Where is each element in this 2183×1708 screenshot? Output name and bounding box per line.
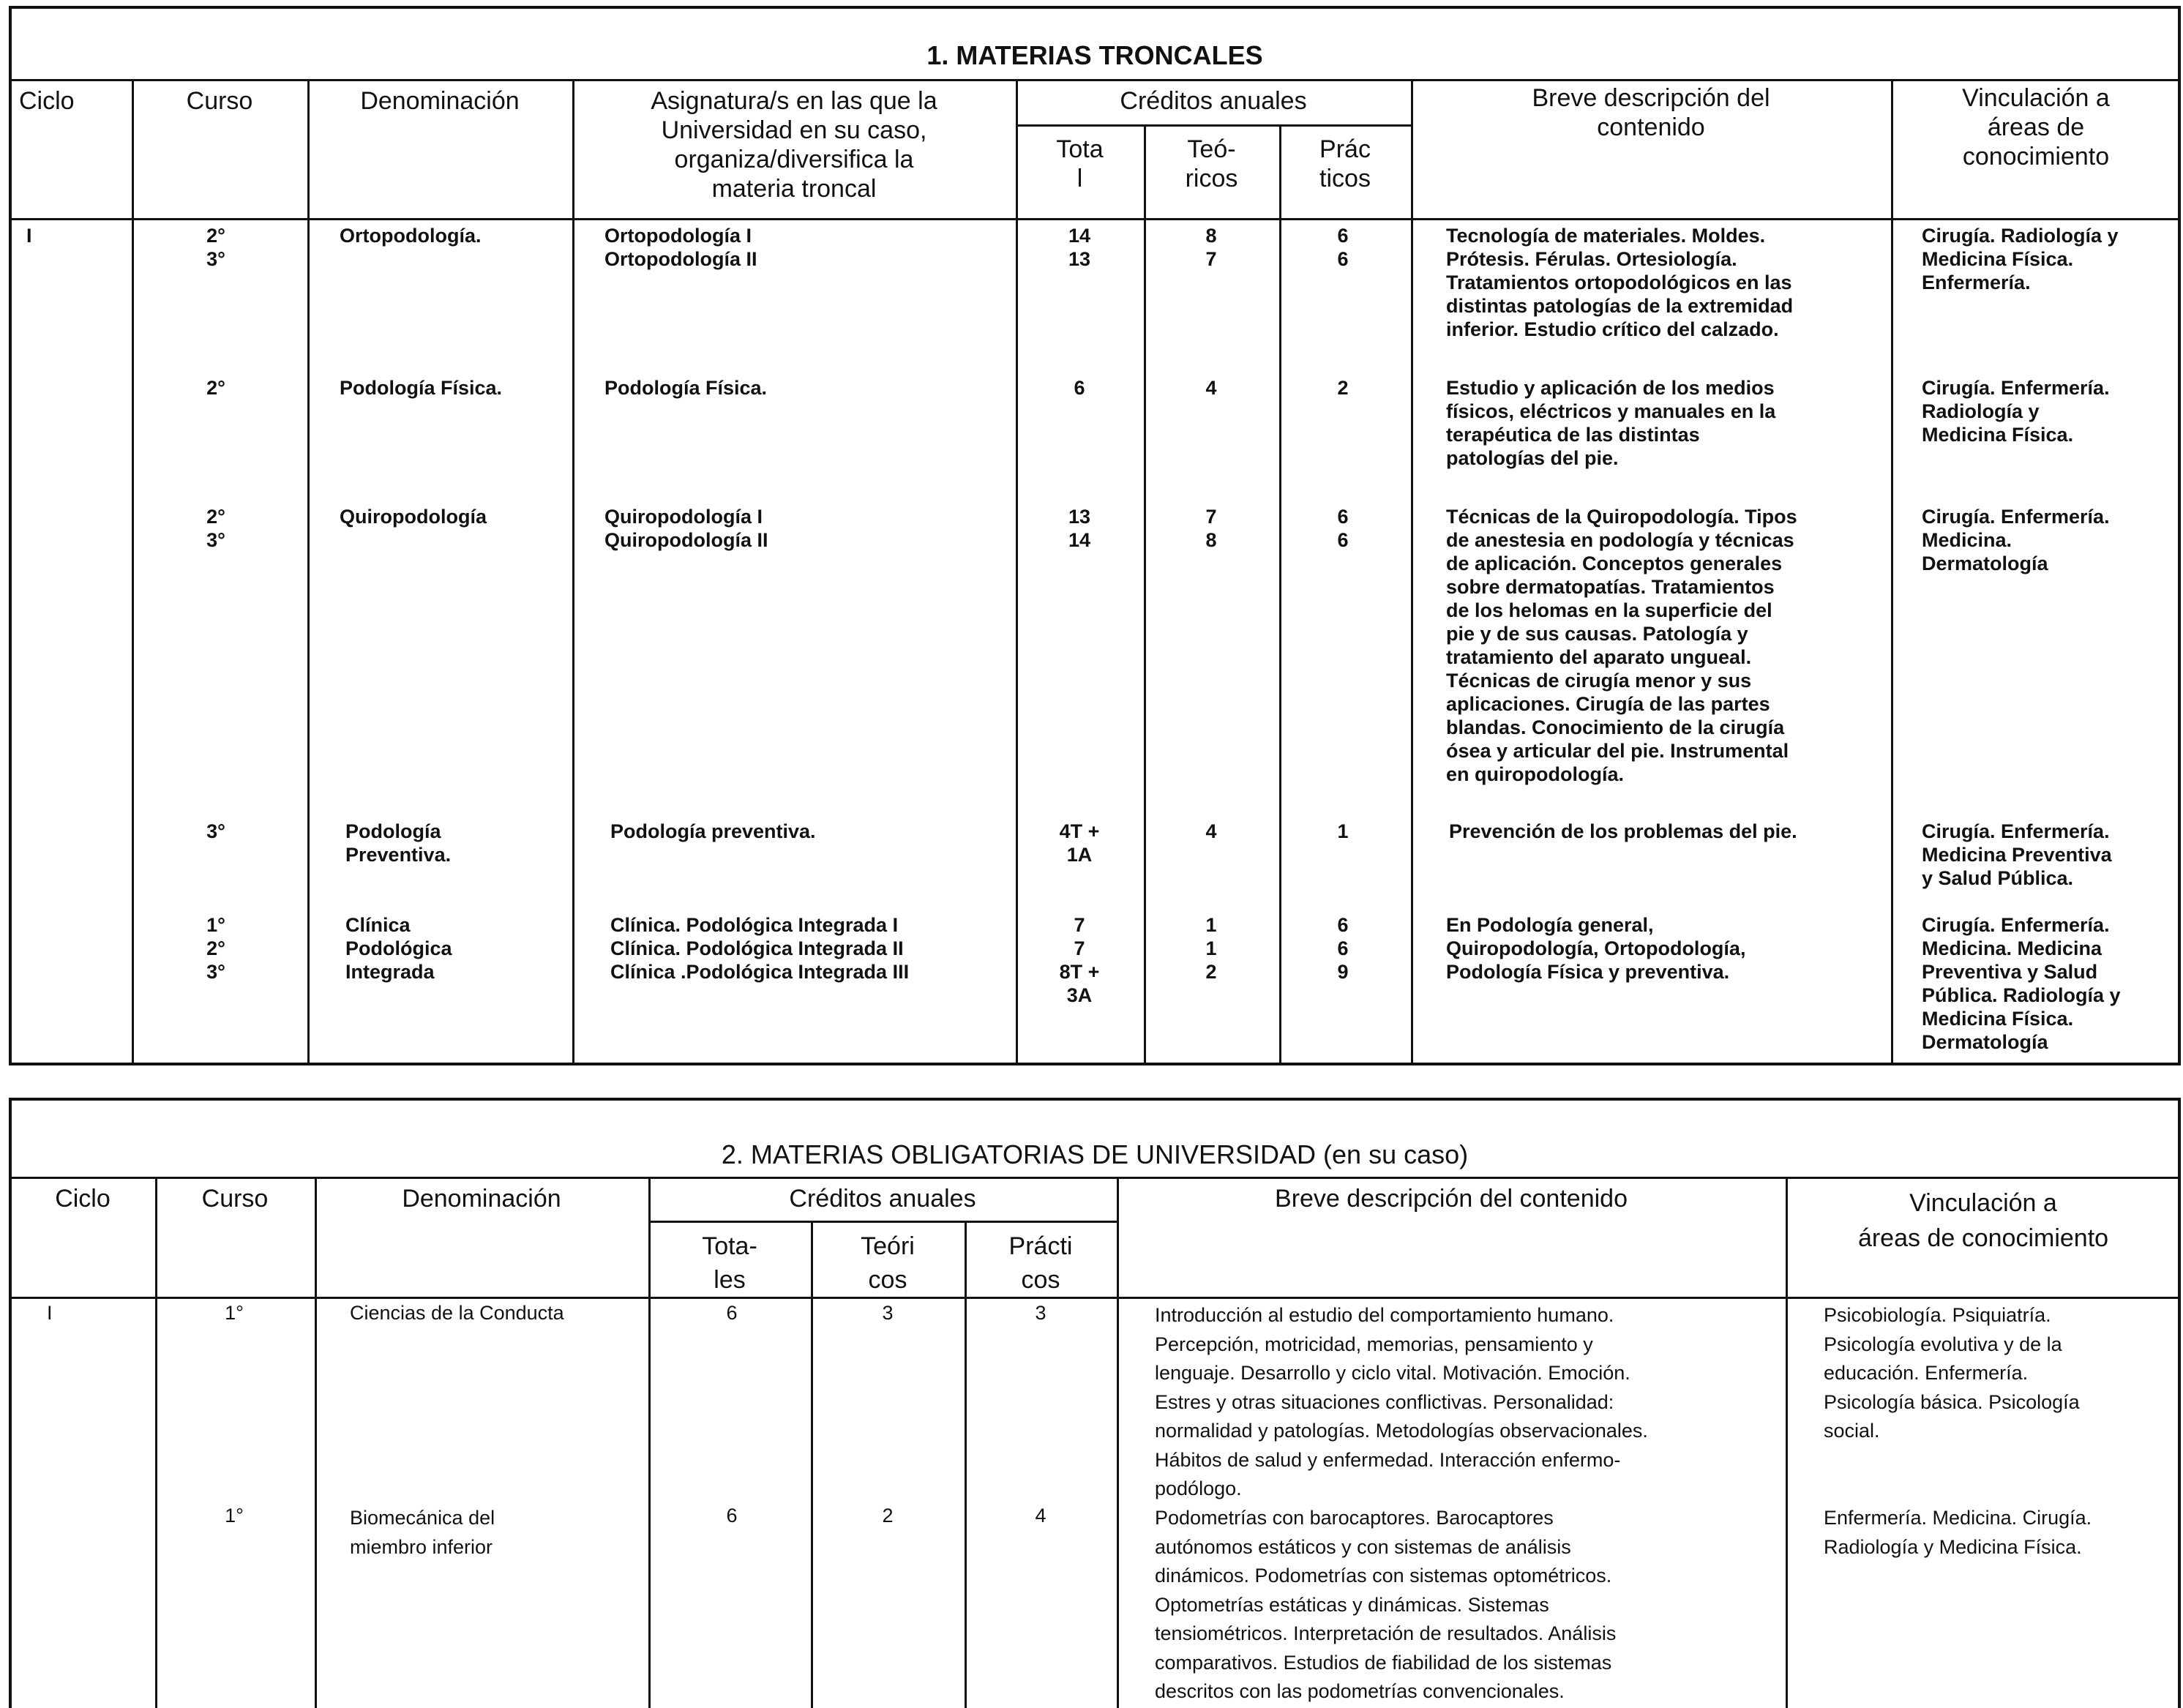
teoricos-cell: 1 1 2 — [1205, 914, 1217, 983]
header-ciclo: Ciclo — [55, 1185, 111, 1213]
asignaturas-cell: Clínica. Podológica Integrada I Clínica. Podológica Integrada II Clínica .Podológica Integrada III — [610, 914, 910, 983]
table-1-col-rule — [1891, 79, 1893, 1065]
header-creditos-anuales: Créditos anuales — [789, 1185, 976, 1213]
practicos-cell: 4 — [1035, 1505, 1046, 1527]
table-1-title: 1. MATERIAS TRONCALES — [926, 40, 1263, 70]
teoricos-cell: 3 — [882, 1302, 894, 1324]
header-descripcion: Breve descripción del contenido — [1532, 84, 1770, 141]
ciclo-value: I — [26, 225, 32, 247]
table-2-col-rule — [1117, 1177, 1119, 1708]
denominacion-cell: Podología Preventiva. — [345, 820, 452, 866]
header-denominacion: Denominación — [360, 87, 520, 115]
descripcion-cell: Introducción al estudio del comportamiento humano. Percepción, motricidad, memorias, pensamiento y lenguaje. Desarrollo y ciclo vital. Motivación. Emoción. Estres y otras situaciones conflictivas. Personalidad: normalidad y patologías. Metodologías observacionales. Hábitos de salud y enfermedad. Interacción enfermo- podólogo. — [1155, 1304, 1648, 1499]
header-ciclo: Ciclo — [19, 87, 75, 115]
teoricos-cell: 8 7 — [1205, 225, 1217, 270]
table-1-col-rule — [132, 79, 134, 1065]
table-1-col-rule — [307, 79, 310, 1065]
total-cell: 6 — [1074, 377, 1085, 399]
table-2-col-rule — [155, 1177, 157, 1708]
table-1-col-rule — [1279, 124, 1281, 1065]
denominacion-cell: Ortopodología. — [340, 225, 482, 247]
asignaturas-cell: Podología Física. — [604, 377, 768, 399]
denominacion-cell: Quiropodología — [340, 506, 487, 528]
curso-cell: 2° — [206, 377, 225, 399]
descripcion-cell: Estudio y aplicación de los medios físicos, eléctricos y manuales en la terapéutica de las distintas patologías del pie. — [1446, 377, 1776, 469]
table-2-credits-rule — [648, 1221, 1117, 1223]
teoricos-cell: 7 8 — [1205, 506, 1217, 551]
teoricos-cell: 2 — [882, 1505, 894, 1527]
totales-cell: 6 — [726, 1505, 738, 1527]
header-vinculacion: Vinculación a áreas de conocimiento — [1962, 84, 2110, 171]
practicos-cell: 6 6 — [1337, 225, 1349, 270]
curso-cell: 2° 3° — [206, 225, 225, 270]
asignaturas-cell: Ortopodología I Ortopodología II — [604, 225, 757, 270]
header-teoricos: Teóri cos — [861, 1232, 915, 1294]
table-2-col-rule — [1786, 1177, 1788, 1708]
curso-cell: 1° — [225, 1302, 244, 1324]
header-asignaturas: Asignatura/s en las que la Universidad en su caso, organiza/diversifica la materia troncal — [651, 87, 937, 203]
header-curso: Curso — [186, 87, 253, 115]
table-2-title-rule — [9, 1177, 2181, 1179]
descripcion-cell: Podometrías con barocaptores. Barocaptores autónomos estáticos y con sistemas de análisis dinámicos. Podometrías con sistemas optométricos. Optometrías estáticas y dinámicas. Sistemas tensiométricos. Interpretación de resultados. Análisis comparativos. Estudios de fiabilidad de los sistemas descritos con las podometrías convencionales. — [1155, 1507, 1617, 1702]
asignaturas-cell: Quiropodología I Quiropodología II — [604, 506, 768, 551]
descripcion-cell: En Podología general, Quiropodología, Ortopodología, Podología Física y preventiva. — [1446, 914, 1746, 983]
header-denominacion: Denominación — [402, 1185, 561, 1213]
header-curso: Curso — [201, 1185, 269, 1213]
header-descripcion: Breve descripción del contenido — [1275, 1185, 1628, 1213]
practicos-cell: 2 — [1337, 377, 1349, 399]
denominacion-cell: Ciencias de la Conducta — [350, 1302, 564, 1324]
vinculacion-cell: Cirugía. Enfermería. Medicina Preventiva y Salud Pública. — [1922, 820, 2112, 889]
practicos-cell: 6 6 9 — [1337, 914, 1349, 983]
table-1-title-rule — [9, 79, 2181, 81]
descripcion-cell: Técnicas de la Quiropodología. Tipos de anestesia en podología y técnicas de aplicación. Conceptos generales sobre dermatopatías. Tratamientos de los helomas en la superficie del pie y de sus causas. Patología y tratamiento del aparato ungueal. Técnicas de cirugía menor y sus aplicaciones. Cirugía de las partes blandas. Conocimiento de la cirugía ósea y articular del pie. Instrumental en quiropodología. — [1446, 506, 1797, 785]
total-cell: 7 7 8T + 3A — [1059, 914, 1100, 1006]
denominacion-cell: Clínica Podológica Integrada — [345, 914, 452, 983]
denominacion-cell: Biomecánica del miembro inferior — [350, 1507, 495, 1558]
table-1-header-rule — [9, 218, 2181, 220]
teoricos-cell: 4 — [1205, 820, 1217, 842]
curso-cell: 3° — [206, 820, 225, 842]
total-cell: 13 14 — [1068, 506, 1091, 551]
header-practicos: Prácti cos — [1008, 1232, 1073, 1294]
asignaturas-cell: Podología preventiva. — [610, 820, 816, 842]
curso-cell: 2° 3° — [206, 506, 225, 551]
table-2-col-rule — [315, 1177, 317, 1708]
table-2-header-rule — [9, 1297, 2181, 1299]
table-1-col-rule — [1411, 79, 1413, 1065]
curso-cell: 1° 2° 3° — [206, 914, 225, 983]
header-total: Tota l — [1056, 135, 1104, 192]
vinculacion-cell: Cirugía. Radiología y Medicina Física. Enfermería. — [1922, 225, 2119, 293]
table-1-col-rule — [1144, 124, 1146, 1065]
practicos-cell: 1 — [1337, 820, 1349, 842]
header-practicos: Prác ticos — [1319, 135, 1371, 192]
vinculacion-cell: Psicobiología. Psiquiatría. Psicología evolutiva y de la educación. Enfermería. Psicología básica. Psicología social. — [1824, 1304, 2080, 1442]
header-totales: Tota- les — [702, 1232, 757, 1294]
header-vinculacion: Vinculación a áreas de conocimiento — [1857, 1189, 2109, 1252]
curso-cell: 1° — [225, 1505, 244, 1527]
practicos-cell: 3 — [1035, 1302, 1046, 1324]
denominacion-cell: Podología Física. — [340, 377, 503, 399]
vinculacion-cell: Cirugía. Enfermería. Medicina. Dermatología — [1922, 506, 2110, 574]
practicos-cell: 6 6 — [1337, 506, 1349, 551]
vinculacion-cell: Cirugía. Enfermería. Medicina. Medicina Preventiva y Salud Pública. Radiología y Medicina Física. Dermatología — [1922, 914, 2121, 1053]
table-1-col-rule — [572, 79, 574, 1065]
table-1-col-rule — [1016, 79, 1018, 1065]
ciclo-value: I — [47, 1302, 53, 1324]
table-2-title: 2. MATERIAS OBLIGATORIAS DE UNIVERSIDAD (en su caso) — [721, 1139, 1469, 1169]
descripcion-cell: Tecnología de materiales. Moldes. Prótesis. Férulas. Ortesiología. Tratamientos ortopodológicos en las distintas patologías de la extremidad inferior. Estudio crítico del calzado. — [1446, 225, 1794, 340]
table-1-credits-rule — [1016, 124, 1411, 127]
header-creditos-anuales: Créditos anuales — [1120, 87, 1307, 115]
total-cell: 4T + 1A — [1059, 820, 1100, 866]
totales-cell: 6 — [726, 1302, 738, 1324]
descripcion-cell: Prevención de los problemas del pie. — [1449, 820, 1797, 842]
vinculacion-cell: Cirugía. Enfermería. Radiología y Medicina Física. — [1922, 377, 2110, 446]
teoricos-cell: 4 — [1205, 377, 1217, 399]
header-teoricos: Teó- ricos — [1185, 135, 1238, 192]
vinculacion-cell: Enfermería. Medicina. Cirugía. Radiología y Medicina Física. — [1824, 1507, 2092, 1558]
total-cell: 14 13 — [1068, 225, 1091, 270]
